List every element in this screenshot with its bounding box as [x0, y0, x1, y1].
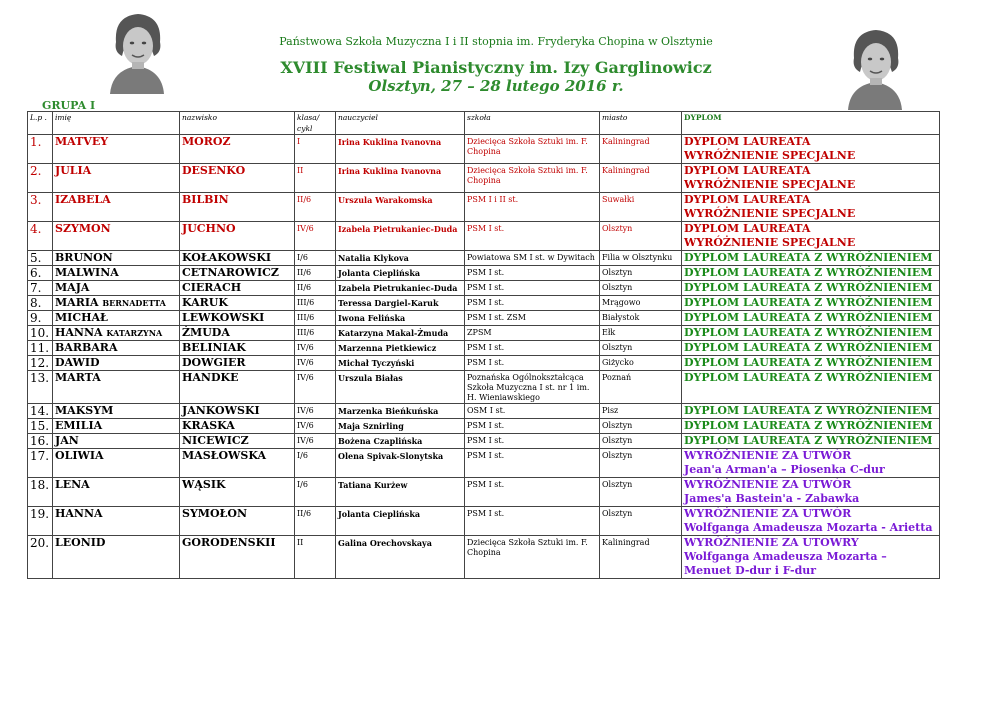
cell-nazwisko: DOWGIER	[180, 356, 295, 371]
table-row	[28, 371, 940, 404]
award-line-1: DYPLOM LAUREATA Z WYRÓŻNIENIEM	[684, 434, 933, 447]
first-name: DAWID	[55, 356, 100, 369]
cell-imie	[53, 356, 180, 371]
cell-nauczyciel: Jolanta Cieplińska	[336, 266, 465, 281]
cell-imie	[53, 311, 180, 326]
cell-nauczyciel: Jolanta Cieplińska	[336, 507, 465, 536]
cell-nazwisko: MOROZ	[180, 135, 295, 164]
award-line-1: WYRÓŻNIENIE ZA UTWÓR	[684, 449, 852, 462]
award-line-2: James'a Bastein'a - Zabawka	[684, 492, 860, 505]
cell-nazwisko: JUCHNO	[180, 222, 295, 251]
cell-klasa: II/6	[295, 266, 336, 281]
cell-dyplom	[682, 434, 940, 449]
col-klasa: klasa/ cykl	[295, 112, 336, 135]
award-line-2: WYRÓŻNIENIE SPECJALNE	[684, 149, 856, 162]
festival-title: XVIII Festiwal Pianistyczny im. Izy Garglinowicz	[280, 58, 712, 77]
group-label: GRUPA I	[42, 99, 96, 112]
cell-klasa: III/6	[295, 311, 336, 326]
cell-klasa: II/6	[295, 193, 336, 222]
award-line-1: WYRÓŻNIENIE ZA UTWÓR	[684, 478, 852, 491]
cell-nauczyciel: Izabela Pietrukaniec-Duda	[336, 222, 465, 251]
cell-dyplom	[682, 356, 940, 371]
cell-imie	[53, 296, 180, 311]
cell-klasa: I/6	[295, 251, 336, 266]
cell-nauczyciel: Tatiana Kurżew	[336, 478, 465, 507]
table-row	[28, 266, 940, 281]
award-line-1: DYPLOM LAUREATA Z WYRÓŻNIENIEM	[684, 419, 933, 432]
cell-dyplom	[682, 536, 940, 579]
cell-klasa: I	[295, 135, 336, 164]
cell-szkola: PSM I i II st.	[465, 193, 600, 222]
award-line-1: DYPLOM LAUREATA Z WYRÓŻNIENIEM	[684, 251, 933, 264]
cell-lp: 5.	[28, 251, 53, 266]
cell-klasa: IV/6	[295, 371, 336, 404]
cell-lp: 20.	[28, 536, 53, 579]
cell-szkola: OSM I st.	[465, 404, 600, 419]
col-dyplom: DYPLOM	[682, 112, 940, 135]
cell-imie	[53, 281, 180, 296]
cell-miasto: Białystok	[600, 311, 682, 326]
first-name: JULIA	[55, 164, 92, 177]
cell-lp: 18.	[28, 478, 53, 507]
cell-lp: 19.	[28, 507, 53, 536]
school-name: Państwowa Szkoła Muzyczna I i II stopnia im. Fryderyka Chopina w Olsztynie	[279, 35, 713, 48]
cell-szkola: PSM I st. ZSM	[465, 311, 600, 326]
cell-dyplom	[682, 478, 940, 507]
cell-miasto: Olsztyn	[600, 341, 682, 356]
table-row	[28, 419, 940, 434]
first-name: IZABELA	[55, 193, 111, 206]
cell-klasa: III/6	[295, 296, 336, 311]
cell-miasto: Olsztyn	[600, 419, 682, 434]
cell-imie	[53, 434, 180, 449]
cell-dyplom	[682, 341, 940, 356]
cell-nauczyciel: Galina Orechovskaya	[336, 536, 465, 579]
table-row	[28, 164, 940, 193]
cell-miasto: Kaliningrad	[600, 536, 682, 579]
first-name: MATVEY	[55, 135, 109, 148]
cell-szkola: PSM I st.	[465, 507, 600, 536]
cell-miasto: Poznań	[600, 371, 682, 404]
first-name: LENA	[55, 478, 90, 491]
cell-nazwisko: GORODENSKII	[180, 536, 295, 579]
cell-szkola: PSM I st.	[465, 478, 600, 507]
first-name: SZYMON	[55, 222, 111, 235]
cell-imie	[53, 193, 180, 222]
table-row	[28, 311, 940, 326]
first-name: MAKSYM	[55, 404, 114, 417]
award-line-1: DYPLOM LAUREATA Z WYRÓŻNIENIEM	[684, 404, 933, 417]
cell-miasto: Olsztyn	[600, 266, 682, 281]
table-row	[28, 193, 940, 222]
award-line-1: DYPLOM LAUREATA Z WYRÓŻNIENIEM	[684, 311, 933, 324]
cell-imie	[53, 404, 180, 419]
cell-dyplom	[682, 266, 940, 281]
cell-nauczyciel: Maja Sznirling	[336, 419, 465, 434]
cell-dyplom	[682, 371, 940, 404]
cell-dyplom	[682, 449, 940, 478]
col-imie: imię	[53, 112, 180, 135]
first-name: EMILIA	[55, 419, 103, 432]
cell-dyplom	[682, 326, 940, 341]
first-name: JAN	[55, 434, 79, 447]
cell-szkola: PSM I st.	[465, 222, 600, 251]
cell-miasto: Pisz	[600, 404, 682, 419]
award-line-2: Wolfganga Amadeusza Mozarta – Menuet D-dur i F-dur	[684, 550, 887, 577]
table-row	[28, 135, 940, 164]
cell-lp: 16.	[28, 434, 53, 449]
cell-nauczyciel: Marzenna Pietkiewicz	[336, 341, 465, 356]
cell-szkola: PSM I st.	[465, 341, 600, 356]
award-line-2: WYRÓŻNIENIE SPECJALNE	[684, 207, 856, 220]
cell-dyplom	[682, 164, 940, 193]
table-row	[28, 356, 940, 371]
cell-klasa: IV/6	[295, 419, 336, 434]
award-line-1: WYRÓŻNIENIE ZA UTOWRY	[684, 536, 859, 549]
cell-szkola: PSM I st.	[465, 449, 600, 478]
cell-miasto: Filia w Olsztynku	[600, 251, 682, 266]
cell-szkola: Poznańska Ogólnokształcąca Szkoła Muzyczna I st. nr 1 im. H. Wieniawskiego	[465, 371, 600, 404]
cell-lp: 14.	[28, 404, 53, 419]
cell-imie	[53, 266, 180, 281]
cell-klasa: I/6	[295, 478, 336, 507]
cell-szkola: ZPSM	[465, 326, 600, 341]
first-name: HANNA	[55, 507, 103, 520]
cell-imie	[53, 478, 180, 507]
cell-dyplom	[682, 222, 940, 251]
cell-klasa: II	[295, 164, 336, 193]
cell-klasa: III/6	[295, 326, 336, 341]
cell-dyplom	[682, 404, 940, 419]
cell-szkola: PSM I st.	[465, 266, 600, 281]
col-nauczyciel: nauczyciel	[336, 112, 465, 135]
cell-dyplom	[682, 296, 940, 311]
cell-nauczyciel: Michał Tyczyński	[336, 356, 465, 371]
cell-dyplom	[682, 193, 940, 222]
cell-miasto: Olsztyn	[600, 434, 682, 449]
festival-date: Olsztyn, 27 – 28 lutego 2016 r.	[368, 77, 624, 95]
cell-imie	[53, 222, 180, 251]
cell-dyplom	[682, 251, 940, 266]
cell-szkola: PSM I st.	[465, 281, 600, 296]
col-nazwisko: nazwisko	[180, 112, 295, 135]
award-line-1: DYPLOM LAUREATA	[684, 193, 811, 206]
cell-szkola: PSM I st.	[465, 419, 600, 434]
cell-lp: 2.	[28, 164, 53, 193]
cell-nauczyciel: Urszula Warakomska	[336, 193, 465, 222]
cell-nauczyciel: Izabela Pietrukaniec-Duda	[336, 281, 465, 296]
table-row	[28, 281, 940, 296]
cell-nauczyciel: Iwona Felińska	[336, 311, 465, 326]
award-line-1: DYPLOM LAUREATA Z WYRÓŻNIENIEM	[684, 266, 933, 279]
award-line-2: Wolfganga Amadeusza Mozarta - Arietta	[684, 521, 933, 534]
cell-dyplom	[682, 419, 940, 434]
cell-klasa: IV/6	[295, 356, 336, 371]
cell-imie	[53, 251, 180, 266]
col-lp: L.p .	[28, 112, 53, 135]
cell-lp: 3.	[28, 193, 53, 222]
first-name: MARTA	[55, 371, 101, 384]
first-name: MICHAŁ	[55, 311, 108, 324]
cell-imie	[53, 135, 180, 164]
cell-nazwisko: KOŁAKOWSKI	[180, 251, 295, 266]
award-line-1: DYPLOM LAUREATA Z WYRÓŻNIENIEM	[684, 296, 933, 309]
first-name: HANNA	[55, 326, 103, 339]
cell-miasto: Olsztyn	[600, 478, 682, 507]
cell-imie	[53, 507, 180, 536]
first-name: BARBARA	[55, 341, 118, 354]
cell-nazwisko: BILBIN	[180, 193, 295, 222]
cell-lp: 13.	[28, 371, 53, 404]
cell-nauczyciel: Urszula Białas	[336, 371, 465, 404]
award-line-1: DYPLOM LAUREATA	[684, 135, 811, 148]
cell-nazwisko: KARUK	[180, 296, 295, 311]
cell-nazwisko: MASŁOWSKA	[180, 449, 295, 478]
cell-szkola: PSM I st.	[465, 434, 600, 449]
cell-imie	[53, 341, 180, 356]
cell-klasa: II/6	[295, 281, 336, 296]
cell-dyplom	[682, 311, 940, 326]
award-line-2: WYRÓŻNIENIE SPECJALNE	[684, 178, 856, 191]
award-line-1: DYPLOM LAUREATA Z WYRÓŻNIENIEM	[684, 341, 933, 354]
cell-imie	[53, 326, 180, 341]
cell-nauczyciel: Olena Spivak-Slonytska	[336, 449, 465, 478]
cell-miasto: Mrągowo	[600, 296, 682, 311]
table-header-row	[28, 112, 940, 135]
table-row	[28, 434, 940, 449]
award-line-1: DYPLOM LAUREATA	[684, 222, 811, 235]
first-name: LEONID	[55, 536, 106, 549]
cell-nauczyciel: Natalia Klykova	[336, 251, 465, 266]
cell-szkola: PSM I st.	[465, 356, 600, 371]
table-row	[28, 251, 940, 266]
cell-miasto: Kaliningrad	[600, 135, 682, 164]
award-line-1: DYPLOM LAUREATA	[684, 164, 811, 177]
cell-nauczyciel: Bożena Czaplińska	[336, 434, 465, 449]
cell-klasa: IV/6	[295, 222, 336, 251]
table-row	[28, 507, 940, 536]
cell-dyplom	[682, 507, 940, 536]
cell-lp: 6.	[28, 266, 53, 281]
award-line-1: WYRÓŻNIENIE ZA UTWÓR	[684, 507, 852, 520]
cell-szkola: Dziecięca Szkoła Sztuki im. F. Chopina	[465, 135, 600, 164]
cell-lp: 12.	[28, 356, 53, 371]
cell-lp: 4.	[28, 222, 53, 251]
cell-miasto: Ełk	[600, 326, 682, 341]
cell-miasto: Olsztyn	[600, 281, 682, 296]
cell-nazwisko: KRASKA	[180, 419, 295, 434]
cell-klasa: IV/6	[295, 434, 336, 449]
cell-miasto: Suwałki	[600, 193, 682, 222]
cell-klasa: II	[295, 536, 336, 579]
cell-nauczyciel: Irina Kuklina Ivanovna	[336, 135, 465, 164]
cell-lp: 7.	[28, 281, 53, 296]
cell-nauczyciel: Teressa Dargiel-Karuk	[336, 296, 465, 311]
cell-nazwisko: JANKOWSKI	[180, 404, 295, 419]
table-row	[28, 404, 940, 419]
cell-nazwisko: BELINIAK	[180, 341, 295, 356]
second-name: KATARZYNA	[106, 328, 163, 338]
table-row	[28, 222, 940, 251]
first-name: BRUNON	[55, 251, 113, 264]
cell-lp: 17.	[28, 449, 53, 478]
cell-nazwisko: NICEWICZ	[180, 434, 295, 449]
cell-szkola: Dziecięca Szkoła Sztuki im. F. Chopina	[465, 536, 600, 579]
cell-klasa: IV/6	[295, 404, 336, 419]
cell-klasa: II/6	[295, 507, 336, 536]
award-line-2: Jean'a Arman'a – Piosenka C-dur	[684, 463, 885, 476]
cell-dyplom	[682, 135, 940, 164]
cell-lp: 1.	[28, 135, 53, 164]
cell-imie	[53, 449, 180, 478]
table-row	[28, 341, 940, 356]
second-name: BERNADETTA	[102, 298, 166, 308]
cell-imie	[53, 164, 180, 193]
results-table	[27, 111, 940, 579]
cell-miasto: Olsztyn	[600, 222, 682, 251]
cell-lp: 11.	[28, 341, 53, 356]
cell-szkola: Powiatowa SM I st. w Dywitach	[465, 251, 600, 266]
cell-nazwisko: WĄSIK	[180, 478, 295, 507]
first-name: MARIA	[55, 296, 99, 309]
cell-lp: 15.	[28, 419, 53, 434]
col-miasto: miasto	[600, 112, 682, 135]
table-row	[28, 536, 940, 579]
cell-nauczyciel: Marzenka Bieńkuńska	[336, 404, 465, 419]
cell-szkola: Dziecięca Szkoła Sztuki im. F. Chopina	[465, 164, 600, 193]
cell-nazwisko: LEWKOWSKI	[180, 311, 295, 326]
cell-klasa: IV/6	[295, 341, 336, 356]
table-row	[28, 449, 940, 478]
col-szkola: szkoła	[465, 112, 600, 135]
cell-imie	[53, 371, 180, 404]
cell-nazwisko: CIERACH	[180, 281, 295, 296]
cell-dyplom	[682, 281, 940, 296]
first-name: OLIWIA	[55, 449, 104, 462]
cell-miasto: Olsztyn	[600, 507, 682, 536]
cell-miasto: Kaliningrad	[600, 164, 682, 193]
cell-lp: 8.	[28, 296, 53, 311]
cell-nazwisko: DESENKO	[180, 164, 295, 193]
cell-miasto: Olsztyn	[600, 449, 682, 478]
cell-imie	[53, 536, 180, 579]
award-line-1: DYPLOM LAUREATA Z WYRÓŻNIENIEM	[684, 326, 933, 339]
cell-miasto: Giżycko	[600, 356, 682, 371]
award-line-1: DYPLOM LAUREATA Z WYRÓŻNIENIEM	[684, 356, 933, 369]
cell-lp: 9.	[28, 311, 53, 326]
cell-nazwisko: CETNAROWICZ	[180, 266, 295, 281]
cell-imie	[53, 419, 180, 434]
table-row	[28, 478, 940, 507]
cell-szkola: PSM I st.	[465, 296, 600, 311]
first-name: MAJA	[55, 281, 90, 294]
cell-nauczyciel: Irina Kuklina Ivanovna	[336, 164, 465, 193]
award-line-1: DYPLOM LAUREATA Z WYRÓŻNIENIEM	[684, 281, 933, 294]
cell-nauczyciel: Katarzyna Makal-Żmuda	[336, 326, 465, 341]
award-line-1: DYPLOM LAUREATA Z WYRÓŻNIENIEM	[684, 371, 933, 384]
cell-klasa: I/6	[295, 449, 336, 478]
cell-nazwisko: SYMOŁON	[180, 507, 295, 536]
award-line-2: WYRÓŻNIENIE SPECJALNE	[684, 236, 856, 249]
table-row	[28, 296, 940, 311]
first-name: MALWINA	[55, 266, 119, 279]
cell-nazwisko: ŻMUDA	[180, 326, 295, 341]
table-row	[28, 326, 940, 341]
cell-lp: 10.	[28, 326, 53, 341]
cell-nazwisko: HANDKE	[180, 371, 295, 404]
